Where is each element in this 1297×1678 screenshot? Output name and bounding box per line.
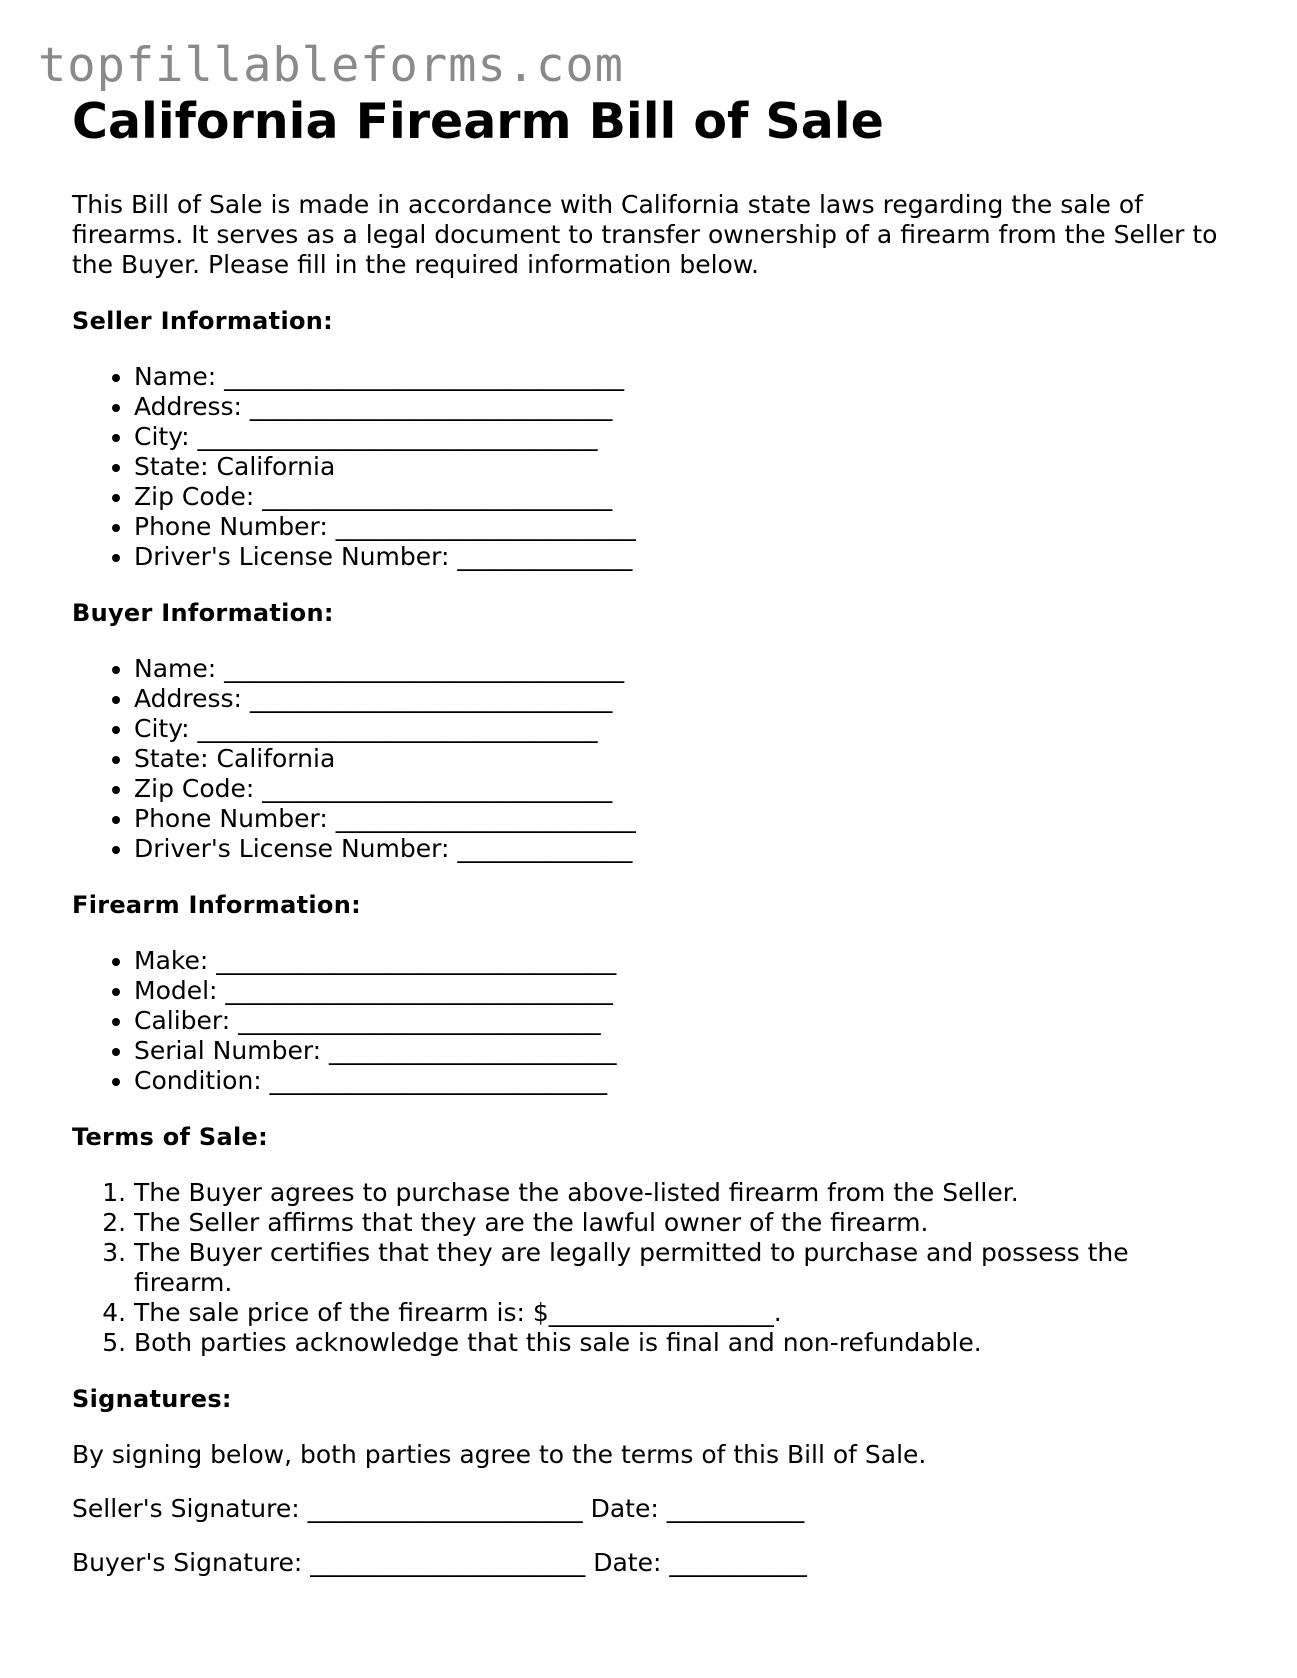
- buyer-name-field: • Name: ________________________________: [134, 654, 1232, 684]
- document-title: California Firearm Bill of Sale: [72, 93, 884, 150]
- document: [72, 88, 1232, 1578]
- buyer-signature-line: Buyer's Signature: ______________________ Date: ___________: [72, 1548, 807, 1577]
- seller-address-field: • Address: _____________________________: [134, 392, 1232, 422]
- term-item-sale-price: 4. The sale price of the firearm is: $__________________.: [134, 1298, 1232, 1328]
- seller-city-field: • City: ________________________________: [134, 422, 1232, 452]
- term-item: 3. The Buyer certifies that they are legally permitted to purchase and possess the firearm.: [134, 1238, 1232, 1298]
- firearm-model-field: • Model: _______________________________: [134, 976, 1232, 1006]
- seller-list: [72, 362, 1232, 572]
- firearm-list: [72, 946, 1232, 1096]
- buyer-city-field: • City: ________________________________: [134, 714, 1232, 744]
- watermark: topfillableforms.com: [38, 38, 624, 93]
- firearm-heading: Firearm Information:: [72, 891, 361, 919]
- firearm-caliber-field: • Caliber: _____________________________: [134, 1006, 1232, 1036]
- buyer-zip-field: • Zip Code: ____________________________: [134, 774, 1232, 804]
- term-item: 2. The Seller affirms that they are the lawful owner of the firearm.: [134, 1208, 1232, 1238]
- seller-heading: Seller Information:: [72, 307, 334, 335]
- buyer-heading: Buyer Information:: [72, 599, 334, 627]
- term-item: 1. The Buyer agrees to purchase the above-listed firearm from the Seller.: [134, 1178, 1232, 1208]
- seller-name-field: • Name: ________________________________: [134, 362, 1232, 392]
- buyer-phone-field: • Phone Number: ________________________: [134, 804, 1232, 834]
- buyer-address-field: • Address: _____________________________: [134, 684, 1232, 714]
- buyer-list: [72, 654, 1232, 864]
- buyer-license-field: • Driver's License Number: ______________: [134, 834, 1232, 864]
- signatures-heading: Signatures:: [72, 1385, 232, 1413]
- firearm-condition-field: • Condition: ___________________________: [134, 1066, 1232, 1096]
- term-item: 5. Both parties acknowledge that this sale is final and non-refundable.: [134, 1328, 1232, 1358]
- seller-signature-line: Seller's Signature: ______________________ Date: ___________: [72, 1494, 805, 1523]
- firearm-serial-field: • Serial Number: _______________________: [134, 1036, 1232, 1066]
- seller-license-field: • Driver's License Number: ______________: [134, 542, 1232, 572]
- seller-zip-field: • Zip Code: ____________________________: [134, 482, 1232, 512]
- firearm-make-field: • Make: ________________________________: [134, 946, 1232, 976]
- terms-heading: Terms of Sale:: [72, 1123, 269, 1151]
- buyer-state-field: • State: California: [134, 744, 1232, 774]
- signatures-statement: By signing below, both parties agree to the terms of this Bill of Sale.: [72, 1440, 927, 1469]
- seller-state-field: • State: California: [134, 452, 1232, 482]
- intro-paragraph: This Bill of Sale is made in accordance with California state laws regarding the sale of firearms. It serves as a legal document to transfer ownership of a firearm from the Seller to the Buyer. Please fill in the required information below.: [72, 190, 1218, 279]
- terms-list: [72, 1178, 1232, 1358]
- seller-phone-field: • Phone Number: ________________________: [134, 512, 1232, 542]
